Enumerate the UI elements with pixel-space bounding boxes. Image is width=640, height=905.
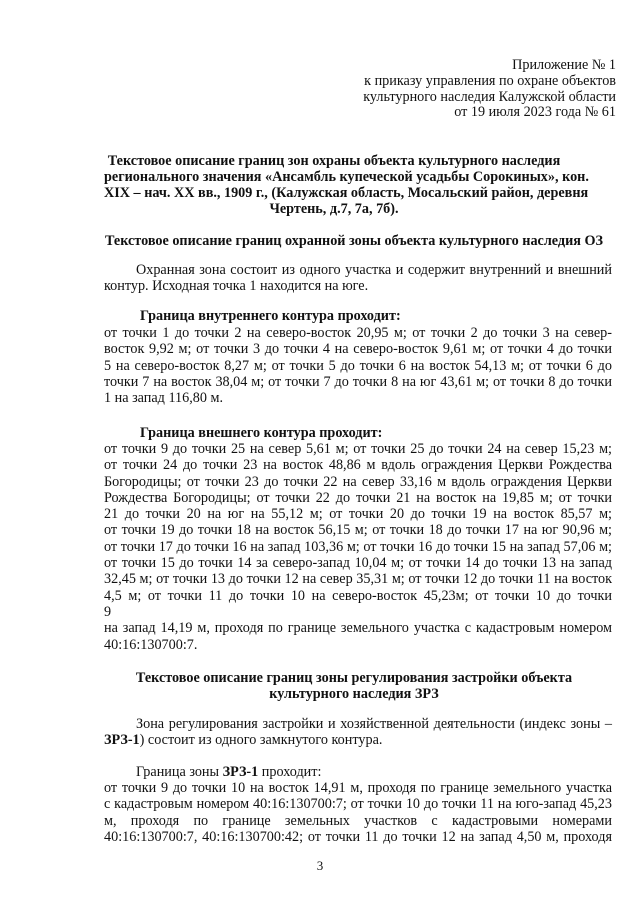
appendix-date: от 19 июля 2023 года № 61	[454, 104, 616, 121]
zrz-line: м, проходя по границе земельных участков с кадастровыми номерами	[104, 812, 612, 829]
outer-line: 21 до точки 20 на юг на 55,12 м; от точки 20 до точки 19 на восток 85,57 м;	[104, 506, 612, 523]
appendix-block	[363, 58, 616, 121]
zrz-boundary-heading: Граница зоны ЗРЗ-1 проходит:	[136, 764, 322, 780]
inner-contour-text	[104, 325, 612, 406]
inner-line: восток 9,92 м; от точки 3 до точки 4 на северо-восток 9,61 м; от точки 4 до точки	[104, 341, 612, 358]
outer-line: от точки 15 до точки 14 за северо-запад 10,04 м; от точки 14 до точки 13 на запад	[104, 555, 612, 572]
zrz-line: от точки 9 до точки 10 на восток 14,91 м, проходя по границе земельного участка	[104, 780, 612, 796]
zrz-line: с кадастровым номером 40:16:130700:7; от точки 10 до точки 11 на юго-запад 45,23	[104, 796, 612, 813]
outer-line: 32,45 м; от точки 13 до точки 12 на север 35,31 м; от точки 12 до точки 11 на восток	[104, 571, 612, 588]
title-line: XIX – нач. XX вв., 1909 г., (Калужская область, Мосальский район, деревня	[104, 185, 589, 201]
section2-intro	[104, 716, 612, 749]
zrz-line: 40:16:130700:7, 40:16:130700:42; от точки 11 до точки 12 на запад 4,50 м, проходя	[104, 828, 612, 845]
inner-line: точки 7 на восток 38,04 м; от точки 7 до точки 8 на юг 43,61 м; от точки 8 до точки	[104, 373, 612, 390]
zrz-boundary-text	[104, 780, 612, 845]
inner-contour-heading: Граница внутреннего контура проходит:	[140, 308, 401, 324]
outer-line: от точки 24 до точки 23 на восток 48,86 м вдоль ограждения Церкви Рождества	[104, 457, 612, 474]
section2-heading-line: Текстовое описание границ зоны регулирования застройки объекта	[135, 670, 573, 686]
section2-heading-line: культурного наследия ЗРЗ	[269, 686, 439, 702]
title-line: Чертень, д.7, 7а, 7б).	[269, 201, 399, 217]
appendix-order-ref: к приказу управления по охране объектов	[364, 72, 616, 89]
zone-index: ЗРЗ-1	[104, 732, 140, 749]
appendix-number: Приложение № 1	[512, 57, 616, 73]
section1-heading: Текстовое описание границ охранной зоны объекта культурного наследия ОЗ	[104, 233, 604, 249]
appendix-authority: культурного наследия Калужской области	[363, 88, 616, 105]
outer-contour-heading: Граница внешнего контура проходит:	[140, 425, 383, 441]
inner-line: 5 на северо-восток 8,27 м; от точки 5 до точки 6 на восток 54,13 м; от точки 6 до	[104, 357, 612, 374]
document-title	[104, 153, 589, 217]
page-number: 3	[316, 858, 324, 873]
title-line: регионального значения «Ансамбль купеческой усадьбы Сорокиных», кон.	[104, 169, 589, 185]
outer-line: 9	[104, 603, 112, 620]
outer-line: от точки 17 до точки 16 на запад 103,36 м; от точки 16 до точки 15 на запад 57,06 м;	[104, 538, 612, 555]
outer-line: Рождества Богородицы; от точки 22 до точки 21 на восток на 19,85 м; от точки	[104, 489, 612, 506]
outer-line: Богородицы; от точки 23 до точки 22 на север 33,16 м вдоль ограждения Церкви	[104, 473, 612, 490]
zrz-intro-line: ЗРЗ-1) состоит из одного замкнутого контура.	[104, 732, 383, 749]
inner-line: 1 на запад 116,80 м.	[104, 390, 224, 407]
zrz-intro-line: Зона регулирования застройки и хозяйственной деятельности (индекс зоны –	[136, 716, 612, 732]
intro-line: контур. Исходная точка 1 находится на юге.	[104, 278, 369, 295]
section1-intro	[104, 262, 612, 295]
zone-index-bold: ЗРЗ-1	[222, 764, 259, 780]
outer-contour-text	[104, 441, 612, 653]
section2-heading	[104, 670, 604, 702]
outer-line: от точки 19 до точки 18 на восток 56,15 м; от точки 18 до точки 17 на юг 90,96 м;	[104, 522, 612, 539]
outer-line: на запад 14,19 м, проходя по границе земельного участка с кадастровым номером	[104, 620, 612, 637]
outer-line: от точки 9 до точки 25 на север 5,61 м; от точки 25 до точки 24 на север 15,23 м;	[104, 441, 612, 457]
title-line: Текстовое описание границ зон охраны объекта культурного наследия	[107, 153, 561, 169]
outer-line: 4,5 м; от точки 11 до точки 10 на северо-восток 45,23м; от точки 10 до точки	[104, 587, 612, 604]
intro-line: Охранная зона состоит из одного участка и содержит внутренний и внешний	[136, 262, 612, 278]
outer-line: 40:16:130700:7.	[104, 636, 198, 653]
inner-line: от точки 1 до точки 2 на северо-восток 20,95 м; от точки 2 до точки 3 на север-	[104, 325, 612, 341]
